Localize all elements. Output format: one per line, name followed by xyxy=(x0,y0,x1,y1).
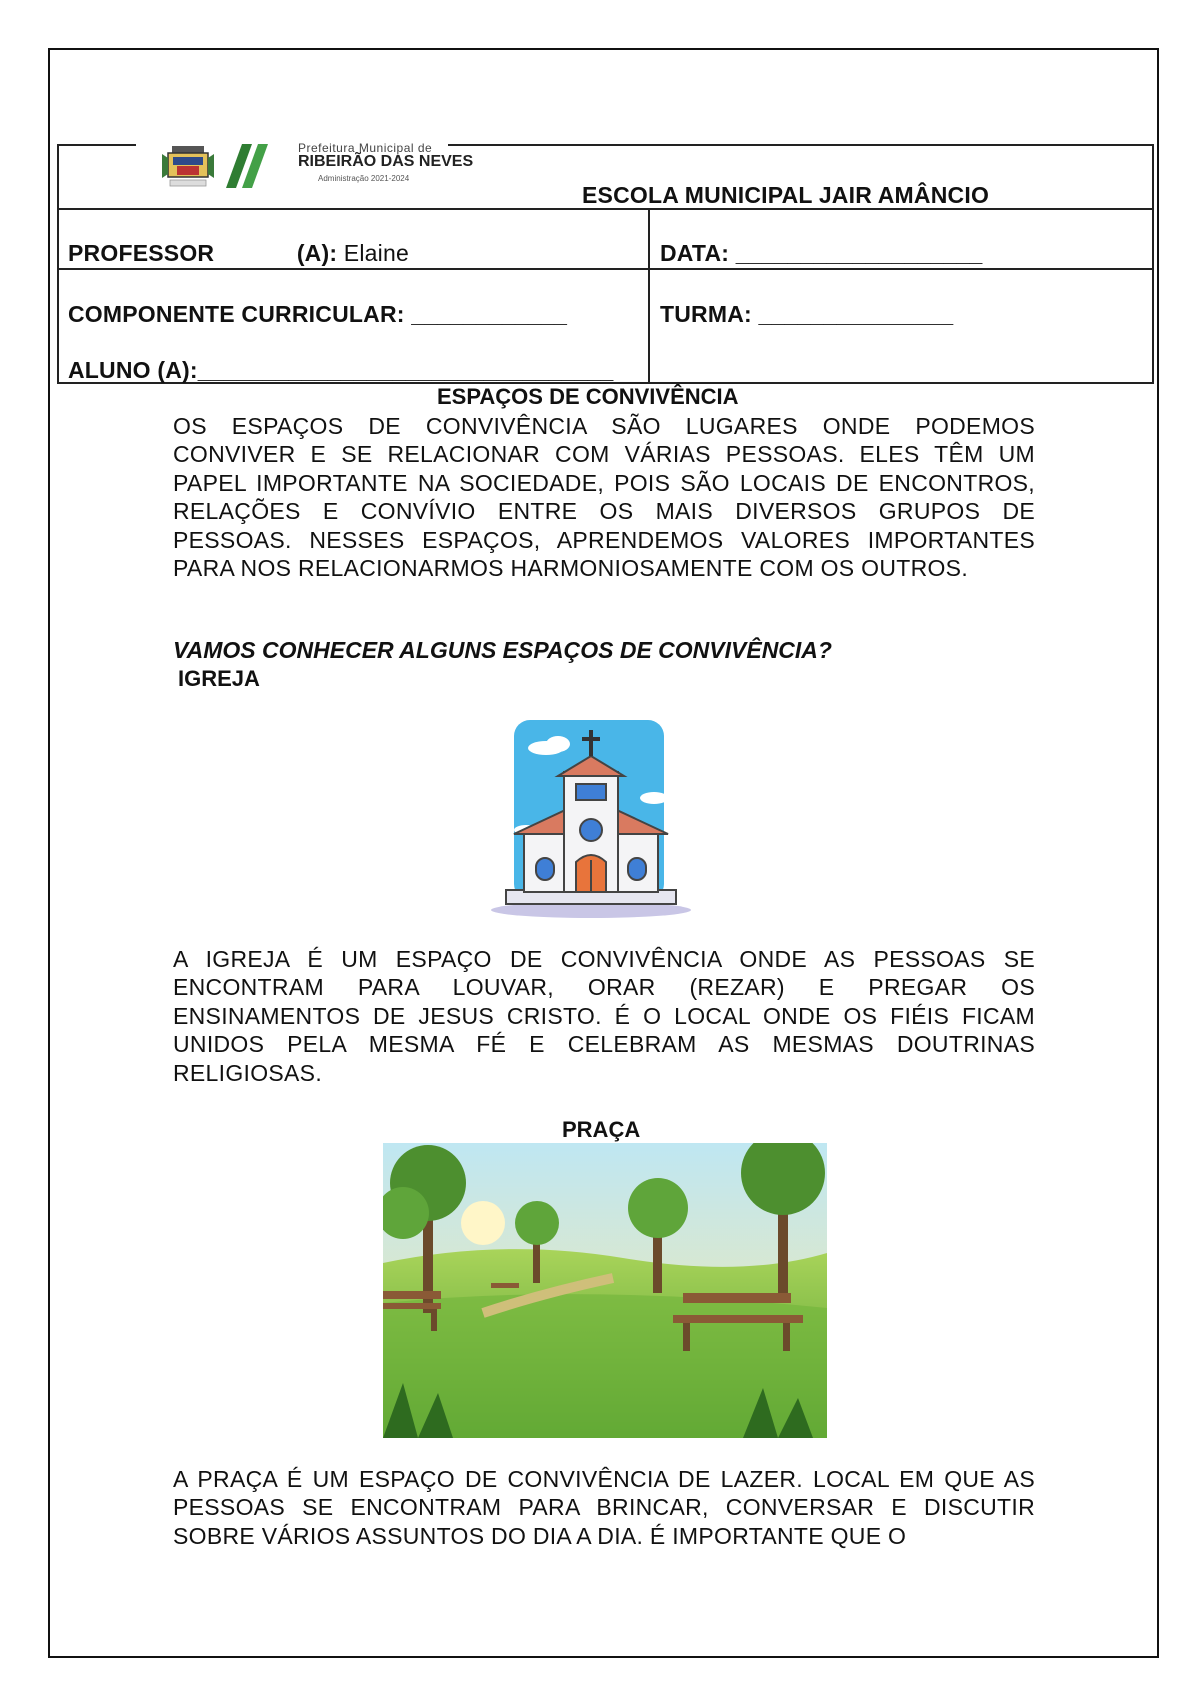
header-column-divider xyxy=(648,208,650,384)
component-field: COMPONENTE CURRICULAR: ____________ xyxy=(68,301,568,327)
logo-text-line2: RIBEIRÃO DAS NEVES xyxy=(298,153,474,170)
header-row-divider-2 xyxy=(57,268,1154,270)
logo-text-line3: Administração 2021-2024 xyxy=(318,174,410,183)
school-name: ESCOLA MUNICIPAL JAIR AMÂNCIO xyxy=(582,182,990,208)
date-field: DATA: ___________________ xyxy=(660,240,983,266)
header-top-line-left xyxy=(58,144,136,146)
aluno-field: ALUNO (A):________________________________ xyxy=(68,357,614,383)
praca-paragraph: A PRAÇA É UM ESPAÇO DE CONVIVÊNCIA DE LAZER. LOCAL EM QUE AS PESSOAS SE ENCONTRAM PARA BRINCAR, CONVERSAR E DISCUTIR SOBRE VÁRIOS ASSUNTOS DO DIA A DIA. É IMPORTANTE QUE O xyxy=(173,1466,1035,1549)
turma-field: TURMA: _______________ xyxy=(660,301,954,327)
professor-value: Elaine xyxy=(343,240,409,266)
header-top-line-right xyxy=(448,144,1153,146)
question-heading: VAMOS CONHECER ALGUNS ESPAÇOS DE CONVIVÊNCIA? xyxy=(173,637,832,663)
professor-label: PROFESSOR xyxy=(68,240,215,266)
header-left-border xyxy=(57,144,59,384)
professor-suffix: (A): xyxy=(296,240,338,266)
praca-heading: PRAÇA xyxy=(562,1117,641,1142)
church-illustration xyxy=(486,720,696,920)
church-heading: IGREJA xyxy=(178,666,260,691)
logo-text-line1: Prefeitura Municipal de xyxy=(298,141,433,155)
intro-paragraph: OS ESPAÇOS DE CONVIVÊNCIA SÃO LUGARES ONDE PODEMOS CONVIVER E SE RELACIONAR COM VÁRIAS PESSOAS. ELES TÊM UM PAPEL IMPORTANTE NA SOCIEDADE, POIS SÃO LOCAIS DE ENCONTROS, RELAÇÕES E CONVÍVIO ENTRE OS MAIS DIVERSOS GRUPOS DE PESSOAS. NESSES ESPAÇOS, APRENDEMOS VALORES IMPORTANTES PARA NOS RELACIONARMOS HARMONIOSAMENTE COM OS OUTROS. xyxy=(173,413,1035,582)
green-stripes-logo-icon xyxy=(226,140,270,192)
city-coat-of-arms-logo xyxy=(160,144,216,190)
church-paragraph: A IGREJA É UM ESPAÇO DE CONVIVÊNCIA ONDE AS PESSOAS SE ENCONTRAM PARA LOUVAR, ORAR (REZAR) E PREGAR OS ENSINAMENTOS DE JESUS CRISTO. É O LOCAL ONDE OS FIÉIS FICAM UNIDOS PELA MESMA FÉ E CELEBRAM AS MESMAS DOUTRINAS RELIGIOSAS. xyxy=(173,946,1035,1086)
professor-field xyxy=(68,240,409,267)
header-right-border xyxy=(1152,144,1154,384)
page-title: ESPAÇOS DE CONVIVÊNCIA xyxy=(437,384,739,409)
park-illustration xyxy=(383,1143,827,1438)
